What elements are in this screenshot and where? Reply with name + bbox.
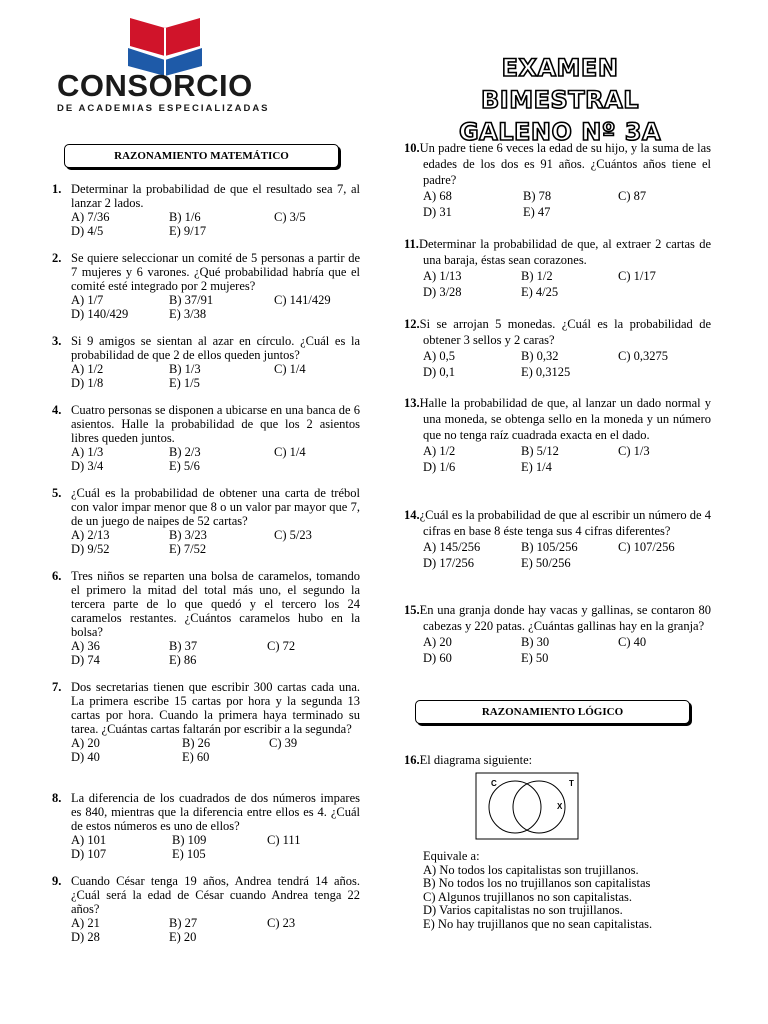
question-text: Determinar la probabilidad de que el resultado sea 7, al lanzar 2 lados. bbox=[71, 182, 360, 210]
question-number: 8. bbox=[52, 791, 62, 805]
question-text: En una granja donde hay vacas y gallinas, se contaron 80 cabezas y 220 patas. ¿Cuántas gallinas hay en la granja? bbox=[419, 603, 711, 633]
option-e: E) 50/256 bbox=[521, 556, 571, 570]
option-e: E) 1/4 bbox=[521, 460, 552, 474]
options-row bbox=[71, 528, 360, 542]
option-a: A) 101 bbox=[71, 833, 107, 847]
question-text: Determinar la probabilidad de que, al extraer 2 cartas de una baraja, éstas sean corazones. bbox=[418, 237, 711, 267]
option-b: B) 37 bbox=[169, 639, 198, 653]
options-row bbox=[423, 443, 711, 459]
option-c: C) 1/17 bbox=[618, 269, 656, 283]
option-b: B) 78 bbox=[523, 189, 552, 203]
option-d: D) 3/4 bbox=[71, 459, 104, 473]
logo-subtitle: DE ACADEMIAS ESPECIALIZADAS bbox=[57, 103, 270, 114]
question-text: Si 9 amigos se sientan al azar en círculo. ¿Cuál es la probabilidad de que 2 de ellos queden juntos? bbox=[71, 334, 360, 362]
option-d: D) 0,1 bbox=[423, 365, 455, 379]
option-e: E) 60 bbox=[182, 750, 210, 764]
option-e: E) 86 bbox=[169, 653, 197, 667]
option-a: A) 1/3 bbox=[71, 445, 104, 459]
question-5 bbox=[52, 486, 360, 556]
question-2 bbox=[52, 251, 360, 321]
option-a: A) 1/13 bbox=[423, 269, 462, 283]
option-e: E) 7/52 bbox=[169, 542, 207, 556]
question-text: Un padre tiene 6 veces la edad de su hijo, y la suma de las edades de los dos es 91 años. ¿Cuántos años tiene el padre? bbox=[419, 141, 711, 187]
exam-title-line1: EXAMEN BIMESTRAL bbox=[480, 54, 639, 114]
option-b: B) 2/3 bbox=[169, 445, 201, 459]
options-row bbox=[71, 542, 360, 556]
venn-label-c: C bbox=[491, 779, 497, 788]
option-d: D) 40 bbox=[71, 750, 100, 764]
option-e: E) 1/5 bbox=[169, 376, 200, 390]
question-13 bbox=[404, 395, 711, 475]
logo-name: CONSORCIO bbox=[57, 68, 253, 103]
option-e: E) 105 bbox=[172, 847, 206, 861]
question-text: Dos secretarias tienen que escribir 300 cartas cada una. La primera escribe 15 cartas por hora y la segunda 13 cartas por hora. Cuando la primera haya terminado su tarea. ¿Cuántas cartas faltarán por escribir a la segunda? bbox=[71, 680, 360, 736]
section-logic-title: RAZONAMIENTO LÓGICO bbox=[415, 700, 690, 724]
options-row bbox=[423, 364, 711, 380]
option-a: A) 20 bbox=[423, 635, 452, 649]
option-b: B) 0,32 bbox=[521, 349, 559, 363]
options-row bbox=[71, 293, 360, 307]
option-a: A) 1/2 bbox=[423, 444, 456, 458]
exam-title bbox=[420, 52, 700, 148]
options-row bbox=[71, 750, 360, 764]
option-d: D) 60 bbox=[423, 651, 452, 665]
option-b: B) 26 bbox=[182, 736, 211, 750]
option-c: C) 39 bbox=[269, 736, 298, 750]
question-14 bbox=[404, 507, 711, 571]
options-row bbox=[423, 204, 711, 220]
q16-options bbox=[423, 850, 723, 932]
options-row bbox=[71, 847, 360, 861]
question-number: 9. bbox=[52, 874, 62, 888]
question-16 bbox=[404, 753, 711, 767]
option-b: B) 3/23 bbox=[169, 528, 207, 542]
question-number: 14. bbox=[404, 508, 420, 522]
options-row bbox=[423, 459, 711, 475]
question-text: Se quiere seleccionar un comité de 5 personas a partir de 7 mujeres y 6 varones. ¿Qué probabilidad habría que el comité esté integrado por 2 mujeres? bbox=[71, 251, 360, 293]
options-row bbox=[423, 539, 711, 555]
option-a: A) 7/36 bbox=[71, 210, 110, 224]
option-d: D) 17/256 bbox=[423, 556, 475, 570]
options-row bbox=[71, 376, 360, 390]
option-c: C) 3/5 bbox=[274, 210, 306, 224]
question-text: El diagrama siguiente: bbox=[419, 753, 533, 767]
question-text: La diferencia de los cuadrados de dos números impares es 840, mientras que la diferencia entre ellos es 4. ¿Cuál de estos números es uno de ellos? bbox=[71, 791, 360, 833]
question-7 bbox=[52, 680, 360, 764]
option-a: A) 20 bbox=[71, 736, 100, 750]
option-c: C) 23 bbox=[267, 916, 296, 930]
q16-option-c: C) Algunos trujillanos no son capitalistas. bbox=[423, 889, 633, 904]
options-row bbox=[71, 736, 360, 750]
options-row bbox=[71, 362, 360, 376]
question-1 bbox=[52, 182, 360, 238]
option-b: B) 30 bbox=[521, 635, 550, 649]
section-math-title: RAZONAMIENTO MATEMÁTICO bbox=[64, 144, 339, 168]
option-c: C) 107/256 bbox=[618, 540, 675, 554]
option-c: C) 87 bbox=[618, 189, 647, 203]
question-number: 10. bbox=[404, 141, 420, 155]
options-row bbox=[71, 639, 360, 653]
option-e: E) 20 bbox=[169, 930, 197, 944]
question-8 bbox=[52, 791, 360, 861]
question-number: 1. bbox=[52, 182, 62, 196]
question-15 bbox=[404, 602, 711, 666]
option-b: B) 109 bbox=[172, 833, 207, 847]
options-row bbox=[423, 268, 711, 284]
options-row bbox=[71, 224, 360, 238]
q16-option-b: B) No todos los no trujillanos son capitalistas bbox=[423, 876, 651, 891]
option-a: A) 1/7 bbox=[71, 293, 104, 307]
options-row bbox=[423, 348, 711, 364]
options-row bbox=[71, 307, 360, 321]
option-a: A) 68 bbox=[423, 189, 452, 203]
question-4 bbox=[52, 403, 360, 473]
question-number: 15. bbox=[404, 603, 420, 617]
option-c: C) 111 bbox=[267, 833, 301, 847]
q16-equivale: Equivale a: bbox=[423, 849, 480, 863]
options-row bbox=[423, 188, 711, 204]
option-c: C) 72 bbox=[267, 639, 296, 653]
question-text: ¿Cuál es la probabilidad de obtener una carta de trébol con valor impar menor que 8 o un valor par mayor que 7, de un juego de naipes de 52 cartas? bbox=[71, 486, 360, 528]
options-row bbox=[423, 284, 711, 300]
option-a: A) 2/13 bbox=[71, 528, 110, 542]
question-number: 4. bbox=[52, 403, 62, 417]
question-10 bbox=[404, 140, 711, 220]
question-text: Cuando César tenga 19 años, Andrea tendrá 14 años. ¿Cuál será la edad de César cuando Andrea tenga 22 años? bbox=[71, 874, 360, 916]
question-text: Tres niños se reparten una bolsa de caramelos, tomando el primero la mitad del total más uno, el segundo la tercera parte de lo que quedó y el tercero los 24 caramelos restantes. ¿Cuántos caramelos hubo en la bolsa? bbox=[71, 569, 360, 639]
option-b: B) 5/12 bbox=[521, 444, 559, 458]
options-row bbox=[423, 650, 711, 666]
option-a: A) 0,5 bbox=[423, 349, 455, 363]
option-d: D) 28 bbox=[71, 930, 100, 944]
question-number: 3. bbox=[52, 334, 62, 348]
option-c: C) 0,3275 bbox=[618, 349, 668, 363]
question-11 bbox=[404, 236, 711, 300]
venn-label-t: T bbox=[569, 779, 574, 788]
question-number: 11. bbox=[404, 237, 419, 251]
question-number: 5. bbox=[52, 486, 62, 500]
option-b: B) 1/3 bbox=[169, 362, 201, 376]
options-row bbox=[71, 833, 360, 847]
option-e: E) 47 bbox=[523, 205, 551, 219]
option-d: D) 140/429 bbox=[71, 307, 129, 321]
options-row bbox=[71, 930, 360, 944]
option-b: B) 105/256 bbox=[521, 540, 578, 554]
options-row bbox=[71, 445, 360, 459]
option-a: A) 36 bbox=[71, 639, 100, 653]
options-row bbox=[423, 634, 711, 650]
option-a: A) 1/2 bbox=[71, 362, 104, 376]
question-number: 16. bbox=[404, 753, 420, 767]
question-text: Si se arrojan 5 monedas. ¿Cuál es la probabilidad de obtener 3 sellos y 2 caras? bbox=[419, 317, 711, 347]
venn-label-x: X bbox=[557, 802, 563, 811]
option-a: A) 145/256 bbox=[423, 540, 481, 554]
question-12 bbox=[404, 316, 711, 380]
option-c: C) 5/23 bbox=[274, 528, 312, 542]
option-c: C) 1/4 bbox=[274, 445, 306, 459]
option-d: D) 107 bbox=[71, 847, 107, 861]
question-3 bbox=[52, 334, 360, 390]
options-row bbox=[71, 653, 360, 667]
option-e: E) 0,3125 bbox=[521, 365, 571, 379]
option-e: E) 3/38 bbox=[169, 307, 207, 321]
option-c: C) 1/3 bbox=[618, 444, 650, 458]
question-6 bbox=[52, 569, 360, 667]
option-e: E) 4/25 bbox=[521, 285, 559, 299]
option-e: E) 9/17 bbox=[169, 224, 207, 238]
q16-option-d: D) Varios capitalistas no son trujillanos. bbox=[423, 903, 623, 918]
option-d: D) 31 bbox=[423, 205, 452, 219]
question-number: 7. bbox=[52, 680, 62, 694]
option-b: B) 27 bbox=[169, 916, 198, 930]
option-a: A) 21 bbox=[71, 916, 100, 930]
question-text: ¿Cuál es la probabilidad de que al escribir un número de 4 cifras en base 8 éste tenga sus 4 cifras diferentes? bbox=[419, 508, 711, 538]
option-d: D) 1/8 bbox=[71, 376, 104, 390]
options-row bbox=[71, 916, 360, 930]
q16-option-a: A) No todos los capitalistas son trujillanos. bbox=[423, 862, 639, 877]
exam-title-line2: GALENO Nº 3A bbox=[458, 118, 662, 146]
option-e: E) 5/6 bbox=[169, 459, 200, 473]
option-e: E) 50 bbox=[521, 651, 549, 665]
options-row bbox=[71, 459, 360, 473]
option-c: C) 1/4 bbox=[274, 362, 306, 376]
option-d: D) 3/28 bbox=[423, 285, 462, 299]
option-d: D) 4/5 bbox=[71, 224, 104, 238]
option-c: C) 40 bbox=[618, 635, 647, 649]
option-c: C) 141/429 bbox=[274, 293, 331, 307]
option-b: B) 37/91 bbox=[169, 293, 214, 307]
options-row bbox=[71, 210, 360, 224]
question-number: 13. bbox=[404, 396, 420, 410]
option-d: D) 74 bbox=[71, 653, 100, 667]
option-b: B) 1/2 bbox=[521, 269, 553, 283]
question-number: 2. bbox=[52, 251, 62, 265]
question-text: Halle la probabilidad de que, al lanzar un dado normal y una moneda, se obtenga sello en la moneda y un número que no tenga raíz cuadrada exacta en el dado. bbox=[419, 396, 711, 442]
option-b: B) 1/6 bbox=[169, 210, 201, 224]
q16-option-e: E) No hay trujillanos que no sean capitalistas. bbox=[423, 916, 653, 931]
options-row bbox=[423, 555, 711, 571]
option-d: D) 9/52 bbox=[71, 542, 110, 556]
question-text: Cuatro personas se disponen a ubicarse en una banca de 6 asientos. Halle la probabilidad de que los 2 asientos libres queden juntos. bbox=[71, 403, 360, 445]
question-number: 6. bbox=[52, 569, 62, 583]
question-9 bbox=[52, 874, 360, 944]
venn-diagram bbox=[475, 772, 579, 840]
option-d: D) 1/6 bbox=[423, 460, 456, 474]
question-number: 12. bbox=[404, 317, 420, 331]
